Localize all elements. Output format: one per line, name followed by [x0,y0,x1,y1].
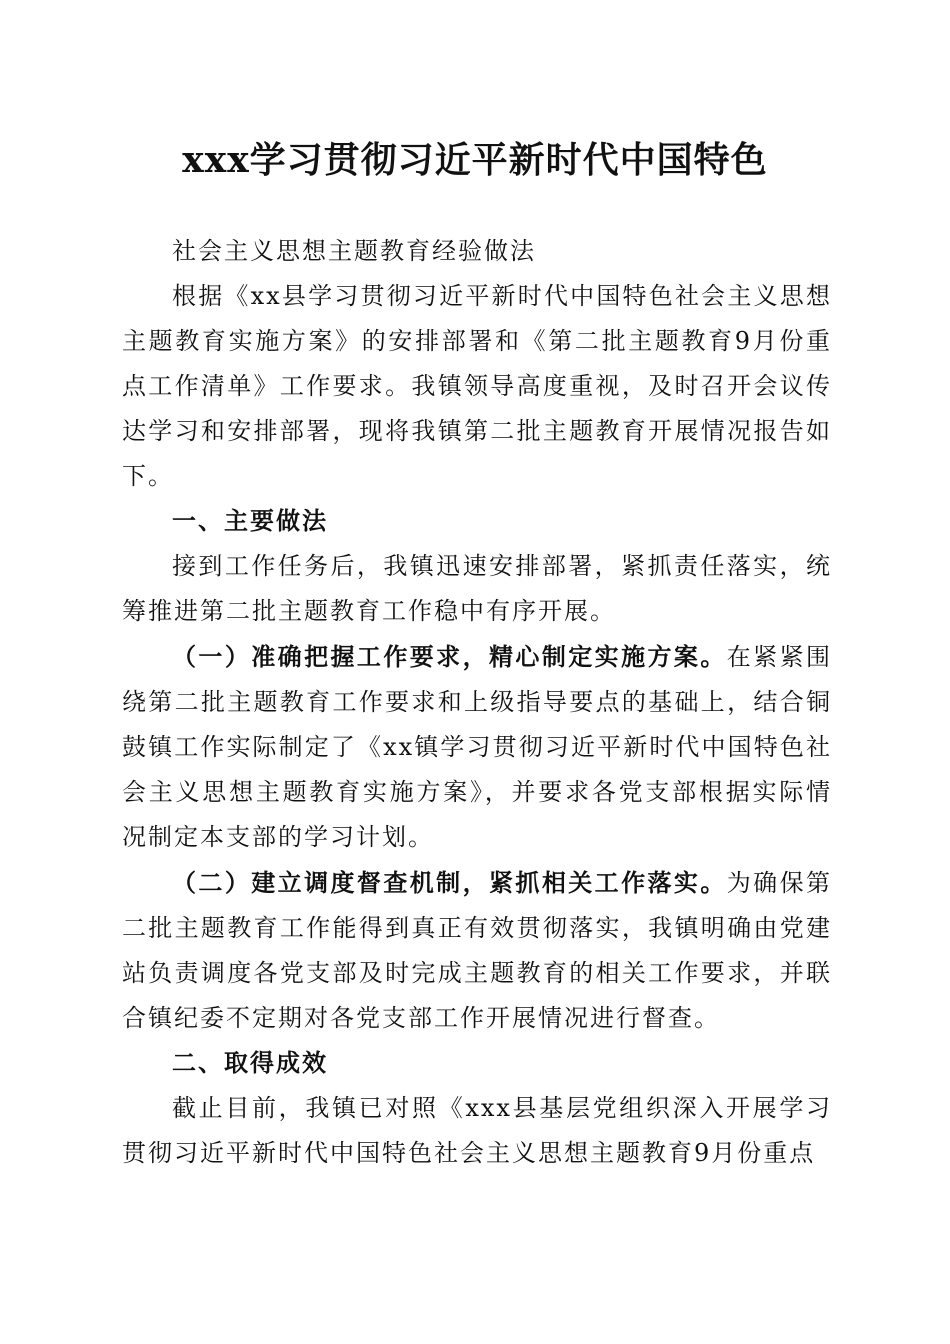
section2-paragraph: 截止目前，我镇已对照《xxx县基层党组织深入开展学习贯彻习近平新时代中国特色社会主义思想主题教育9月份重点 [122,1094,832,1167]
section1-paragraph: 接到工作任务后，我镇迅速安排部署，紧抓责任落实，统筹推进第二批主题教育工作稳中有序开展。 [122,552,832,625]
intro-paragraph: 根据《xx县学习贯彻习近平新时代中国特色社会主义思想主题教育实施方案》的安排部署和《第二批主题教育9月份重点工作清单》工作要求。我镇领导高度重视，及时召开会议传达学习和安排部署，现将我镇第二批主题教育开展情况报告如下。 [122,282,832,490]
document-subtitle: 社会主义思想主题教育经验做法 [172,237,536,265]
item2-text: 为确保第二批主题教育工作能得到真正有效贯彻落实，我镇明确由党建站负责调度各党支部及时完成主题教育的相关工作要求，并联合镇纪委不定期对各党支部工作开展情况进行督查。 [122,869,832,1032]
section1-item1 [122,634,832,860]
section-heading-results: 二、取得成效 [172,1049,328,1077]
item1-lead: （一）准确把握工作要求，精心制定实施方案。 [172,642,727,671]
section-heading-main-practices: 一、主要做法 [172,507,328,535]
document-body [122,229,832,1176]
document-title: xxx学习贯彻习近平新时代中国特色 [182,139,768,181]
item1-text: 在紧紧围绕第二批主题教育工作要求和上级指导要点的基础上，结合铜鼓镇工作实际制定了《xx镇学习贯彻习近平新时代中国特色社会主义思想主题教育实施方案》，并要求各党支部根据实际情况制定本支部的学习计划。 [122,643,832,851]
item2-lead: （二）建立调度督查机制，紧抓相关工作落实。 [172,868,727,897]
section1-item2 [122,860,832,1041]
